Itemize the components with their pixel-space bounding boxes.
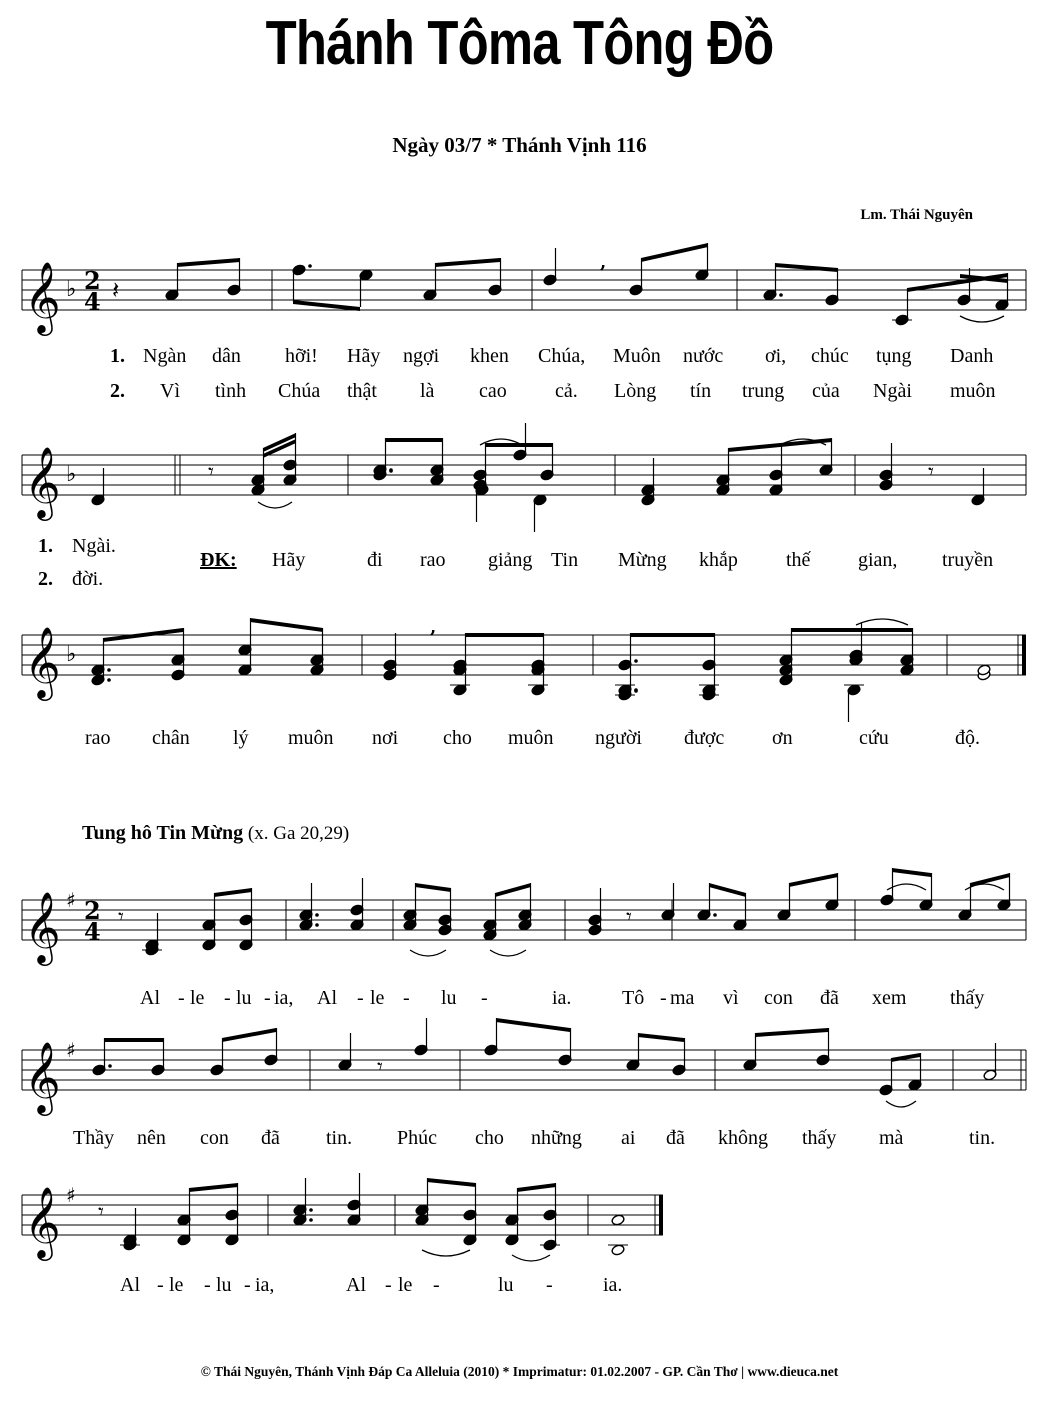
eighth-rest-icon: 𝄾 — [98, 1200, 104, 1225]
note-beam — [517, 1183, 556, 1192]
dot — [634, 688, 638, 692]
lyric-syllable: khắp — [699, 549, 738, 571]
lyric-syllable: chân — [152, 727, 190, 749]
note-beam — [104, 1038, 163, 1042]
lyric-syllable: con — [764, 987, 793, 1009]
lyric-syllable: hỡi! — [285, 345, 318, 367]
lyric-syllable: Ngàn — [143, 345, 187, 367]
lyric-syllable: vì — [723, 987, 739, 1009]
treble-clef-icon: 𝄞 — [24, 1040, 61, 1113]
lyric-syllable: le — [169, 1274, 184, 1296]
lyric-syllable: le — [190, 987, 205, 1009]
lyric-syllable: - — [224, 987, 231, 1009]
lyric-syllable: đã — [261, 1127, 280, 1149]
lyric-syllable: Hãy — [272, 549, 306, 571]
slur — [422, 1250, 470, 1256]
note-beam — [641, 243, 708, 262]
staff-system-2 — [0, 440, 1039, 520]
lyric-syllable: ơi, — [765, 345, 787, 367]
note-beam — [630, 633, 714, 637]
composer-credit: Lm. Thái Nguyên — [860, 207, 973, 223]
dot — [309, 1208, 313, 1212]
lyric-syllable: cả. — [555, 380, 578, 402]
flat-icon: ♭ — [66, 642, 77, 667]
lyric-syllable: không — [718, 1127, 768, 1149]
lyric-syllable: trung — [742, 380, 785, 402]
lyric-syllable: - — [660, 987, 667, 1009]
lyric-syllable: - — [178, 987, 185, 1009]
dot — [108, 1064, 112, 1068]
note-beam — [293, 300, 360, 311]
lyric-syllable: lý — [233, 727, 249, 749]
lyric-syllable: cho — [443, 727, 472, 749]
lyric-syllable: Al — [317, 987, 337, 1009]
breath-mark-icon: , — [430, 617, 437, 638]
dot — [308, 264, 312, 268]
lyric-syllable: Ngài — [873, 380, 912, 402]
lyric-syllable: truyền — [942, 549, 994, 571]
note-beam — [775, 263, 838, 272]
staff-system-5 — [0, 1035, 1039, 1115]
lyric-syllable: đã — [666, 1127, 685, 1149]
verse2-number-end: 2. — [38, 568, 53, 590]
staff-system-6 — [0, 1180, 1039, 1260]
note-beam — [415, 883, 451, 892]
treble-clef-icon: 𝄞 — [24, 260, 61, 333]
lyric-syllable: - — [385, 1274, 392, 1296]
dot — [634, 659, 638, 663]
quarter-rest-icon: 𝄽 — [112, 276, 120, 304]
lyric-syllable: lu — [441, 987, 457, 1009]
lyric-syllable: - — [433, 1274, 440, 1296]
lyric-syllable: ia. — [552, 987, 572, 1009]
lyric-syllable: le — [370, 987, 385, 1009]
lyric-syllable: ma — [670, 987, 695, 1009]
lyric-syllable: chúc — [811, 345, 849, 367]
song-title: Thánh Tôma Tông Đồ — [265, 9, 774, 78]
lyric-syllable: Vì — [160, 380, 180, 402]
lyric-syllable: - — [546, 1274, 553, 1296]
lyric-syllable: ngợi — [403, 345, 440, 367]
eighth-rest-icon: 𝄾 — [928, 460, 934, 485]
dot — [315, 913, 319, 917]
lyric-syllable: lu — [216, 1274, 232, 1296]
final-barline — [1022, 635, 1026, 675]
lyric-syllable: ia, — [274, 987, 294, 1009]
note-head — [611, 1244, 625, 1256]
lyric-syllable: tin. — [326, 1127, 353, 1149]
lyric-syllable: gian, — [858, 549, 898, 571]
note-beam — [496, 1018, 570, 1032]
lyric-syllable: nên — [137, 1127, 166, 1149]
final-barline — [659, 1195, 663, 1235]
lyric-syllable: muôn — [508, 727, 554, 749]
lyric-syllable: rao — [85, 727, 111, 749]
note-beam — [250, 618, 323, 632]
lyric-syllable: những — [531, 1127, 582, 1149]
eighth-rest-icon: 𝄾 — [377, 1055, 383, 1080]
lyric-syllable: nơi — [372, 727, 399, 749]
lyric-syllable: người — [595, 727, 642, 749]
lyric-syllable: Al — [120, 1274, 140, 1296]
note-beam — [638, 1033, 684, 1042]
slur — [258, 502, 292, 508]
dot — [107, 668, 111, 672]
note-beam — [214, 888, 252, 897]
verse2-number: 2. — [110, 380, 125, 402]
lyric-syllable: Chúa, — [538, 345, 586, 367]
slur — [490, 950, 526, 956]
dot — [107, 678, 111, 682]
lyric-syllable: muôn — [950, 380, 996, 402]
lyric-syllable: cứu — [859, 727, 889, 749]
lyric-syllable: ai — [621, 1127, 636, 1149]
lyric-syllable: le — [398, 1274, 413, 1296]
lyric-syllable: - — [357, 987, 364, 1009]
lyric-syllable: - — [244, 1274, 251, 1296]
note-beam — [495, 883, 531, 897]
note-beam — [189, 1183, 238, 1192]
lyric-syllable: rao — [420, 549, 446, 571]
dot — [779, 293, 783, 297]
lyric-syllable: xem — [872, 987, 907, 1009]
treble-clef-icon: 𝄞 — [24, 445, 61, 518]
verse1-number: 1. — [110, 345, 125, 367]
note-beam — [177, 258, 240, 267]
lyric-syllable: tín — [690, 380, 712, 402]
dot — [309, 1218, 313, 1222]
lyric-syllable: Chúa — [278, 380, 321, 402]
lyric-syllable: ia. — [603, 1274, 623, 1296]
lyric-syllable: con — [200, 1127, 229, 1149]
lyric-syllable: tụng — [876, 345, 912, 367]
lyric-syllable: Al — [346, 1274, 366, 1296]
song-subtitle: Ngày 03/7 * Thánh Vịnh 116 — [392, 133, 647, 157]
eighth-rest-icon: 𝄾 — [208, 460, 214, 485]
lyric-syllable: lu — [498, 1274, 514, 1296]
note-beam — [435, 258, 500, 267]
lyric-syllable: lu — [236, 987, 252, 1009]
lyric-syllable: - — [264, 987, 271, 1009]
lyric-syllable: thật — [347, 380, 377, 402]
staff-system-4 — [0, 885, 1039, 965]
slur — [512, 1255, 550, 1261]
lyric-syllable: thấy — [950, 987, 985, 1009]
verse1-number-end: 1. — [38, 535, 53, 557]
note-head — [611, 1214, 625, 1226]
lyric-syllable: được — [684, 727, 725, 749]
time-signature-bottom: 4 — [84, 917, 101, 946]
dot — [315, 923, 319, 927]
lyric-syllable: Hãy — [347, 345, 381, 367]
lyric-syllable: mà — [879, 1127, 904, 1149]
refrain-label: ĐK: — [200, 549, 237, 571]
lyric-syllable: Lòng — [614, 380, 657, 402]
lyric-syllable: - — [481, 987, 488, 1009]
staff-system-1 — [0, 252, 1039, 335]
verse1-end-word: Ngài. — [72, 535, 116, 557]
lyric-syllable: khen — [470, 345, 509, 367]
time-signature-top: 2 — [84, 266, 101, 295]
lyric-syllable: Tin — [551, 549, 579, 571]
lyric-syllable: Al — [140, 987, 160, 1009]
sharp-icon: ♯ — [66, 1038, 76, 1062]
lyric-syllable: ia, — [255, 1274, 275, 1296]
lyric-syllable: cho — [475, 1127, 504, 1149]
note-beam — [891, 1053, 920, 1062]
lyric-syllable: Mừng — [618, 549, 667, 571]
slur — [886, 1101, 916, 1107]
note-beam — [709, 883, 746, 897]
flat-icon: ♭ — [66, 277, 77, 302]
note-beam — [222, 1028, 276, 1042]
note-beam — [789, 873, 838, 887]
lyric-syllable: - — [157, 1274, 164, 1296]
lyric-syllable: muôn — [288, 727, 334, 749]
dot — [713, 913, 717, 917]
breath-mark-icon: , — [600, 252, 607, 273]
slur — [960, 316, 1004, 322]
lyric-syllable: độ. — [955, 727, 980, 749]
lyric-syllable: thế — [786, 549, 811, 571]
staff-system-3 — [0, 617, 1039, 700]
slur — [856, 619, 908, 625]
lyric-syllable: giảng — [488, 549, 533, 571]
lyric-syllable: Muôn — [613, 345, 661, 367]
lyric-syllable: tin. — [969, 1127, 996, 1149]
lyric-syllable: - — [204, 1274, 211, 1296]
lyric-syllable: ơn — [772, 727, 793, 749]
eighth-rest-icon: 𝄾 — [626, 905, 632, 930]
note-beam — [907, 273, 1008, 292]
dot — [389, 468, 393, 472]
copyright-footer: © Thái Nguyên, Thánh Vịnh Đáp Ca Alleluia (2010) * Imprimatur: 01.02.2007 - GP. Cần Thơ | www.dieuca.net — [200, 1364, 839, 1379]
lyric-syllable: đã — [820, 987, 839, 1009]
note-beam — [791, 628, 912, 632]
note-beam — [385, 438, 442, 442]
treble-clef-icon: 𝄞 — [24, 1185, 61, 1258]
lyric-syllable: dân — [212, 345, 241, 367]
slur — [410, 950, 446, 956]
treble-clef-icon: 𝄞 — [24, 625, 61, 698]
lyric-syllable: Tô — [622, 987, 645, 1009]
note-beam — [892, 868, 931, 877]
verse2-end-word: đời. — [72, 568, 104, 590]
sharp-icon: ♯ — [66, 888, 76, 912]
time-signature-top: 2 — [84, 896, 101, 925]
time-signature-bottom: 4 — [84, 287, 101, 316]
lyric-syllable: Thầy — [73, 1127, 115, 1149]
lyric-syllable: nước — [683, 345, 724, 367]
lyric-syllable: thấy — [802, 1127, 837, 1149]
alleluia-heading: Tung hô Tin Mừng (x. Ga 20,29) — [82, 822, 350, 844]
sharp-icon: ♯ — [66, 1183, 76, 1207]
lyric-syllable: Phúc — [397, 1127, 437, 1149]
note-beam — [427, 1178, 476, 1187]
lyric-syllable: là — [420, 380, 435, 402]
lyric-syllable: đi — [367, 549, 383, 571]
lyric-syllable: cao — [479, 380, 507, 402]
treble-clef-icon: 𝄞 — [24, 890, 61, 963]
note-beam — [755, 1028, 828, 1037]
lyric-syllable: tình — [215, 380, 247, 402]
lyric-syllable: của — [812, 380, 840, 402]
eighth-rest-icon: 𝄾 — [118, 905, 124, 930]
lyric-syllable: - — [403, 987, 410, 1009]
lyric-syllable: Danh — [950, 345, 994, 367]
note-beam — [465, 633, 543, 637]
flat-icon: ♭ — [66, 462, 77, 487]
